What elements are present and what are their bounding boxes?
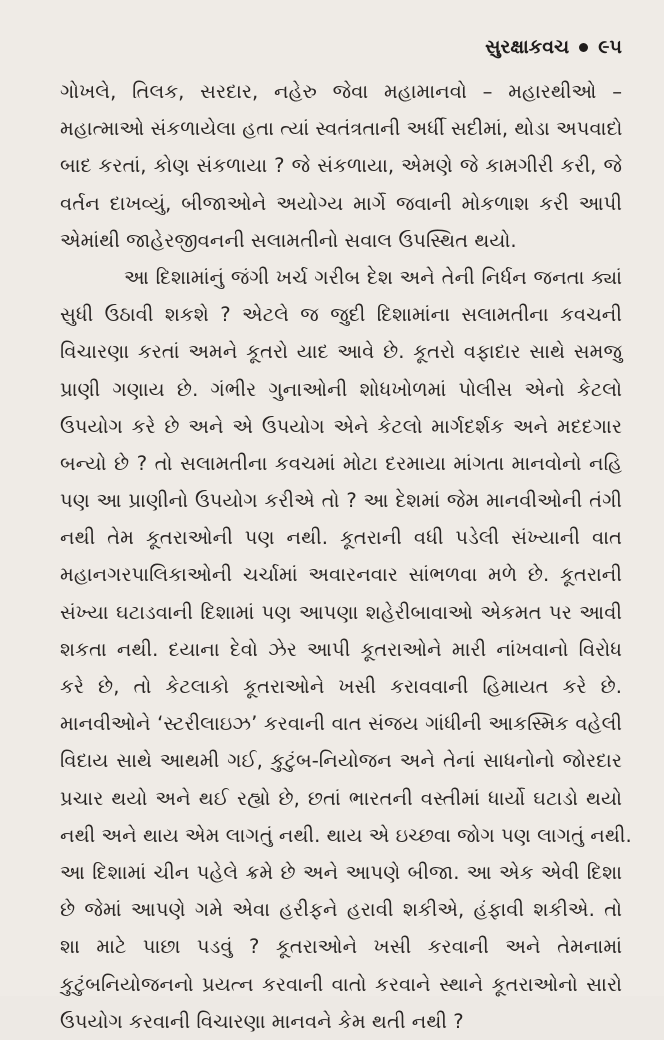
text-line: કુટુંબનિયોજનનો પ્રયત્ન કરવાની વાતો કરવાને સ્થાને કૂતરાઓનો સારો — [60, 972, 622, 996]
text-line: સુધી ઉઠાવી શકશે ? એટલે જ જુદી દિશામાંના સલામતીના કવચની — [60, 303, 622, 327]
running-header — [485, 36, 622, 58]
text-line: વિચારણા કરતાં અમને કૂતરો યાદ આવે છે. કૂતરો વફાદાર સાથે સમજુ — [60, 340, 622, 364]
paragraph — [60, 259, 632, 1040]
body-text — [60, 73, 632, 1040]
text-line: નથી અને થાય એમ લાગતું નથી. થાય એ ઇચ્છવા જોગ પણ લાગતું નથી. — [60, 823, 632, 847]
page-number: ૯૫ — [598, 36, 622, 58]
text-line: મહાનગરપાલિકાઓની ચર્ચામાં અવારનવાર સાંભળવા મળે છે. કૂતરાની — [60, 563, 622, 587]
text-line: આ દિશામાં ચીન પહેલે ક્રમે છે અને આપણે બીજા. આ એક એવી દિશા — [60, 860, 622, 884]
text-line: વર્તન દાખવ્યું, બીજાઓને અયોગ્ય માર્ગે જવાની મોકળાશ કરી આપી — [60, 191, 622, 215]
text-line: મહાત્માઓ સંકળાયેલા હતા ત્યાં સ્વતંત્રતાની અર્ધી સદીમાં, થોડા અપવાદો — [60, 117, 623, 141]
text-line: વિદાય સાથે આથમી ગઈ, કુટુંબ-નિયોજન અને તેનાં સાધનોનો જોરદાર — [60, 749, 622, 773]
text-line: પ્રાણી ગણાય છે. ગંભીર ગુનાઓની શોધખોળમાં પોલીસ એનો કેટલો — [60, 377, 622, 401]
text-line: શા માટે પાછા પડવું ? કૂતરાઓને ખસી કરવાની અને તેમનામાં — [60, 935, 622, 959]
text-line: સંખ્યા ઘટાડવાની દિશામાં પણ આપણા શહેરીબાવાઓ એકમત પર આવી — [60, 600, 622, 624]
text-line: ગોખલે, તિલક, સરદાર, નહેરુ જેવા મહામાનવો – મહારથીઓ – — [60, 80, 622, 103]
text-line: બાદ કરતાં, કોણ સંકળાયા ? જે સંકળાયા, એમણે જે કામગીરી કરી, જે — [60, 154, 622, 178]
bullet-separator — [579, 43, 588, 52]
paragraph — [60, 73, 622, 259]
text-line: આ દિશામાંનું જંગી ખર્ચ ગરીબ દેશ અને તેની નિર્ધન જનતા ક્યાં — [124, 265, 622, 289]
text-line: પ્રચાર થયો અને થઈ રહ્યો છે, છતાં ભારતની વસ્તીમાં ધાર્યો ઘટાડો થયો — [60, 786, 622, 810]
text-line: નથી તેમ કૂતરાઓની પણ નથી. કૂતરાની વધી પડેલી સંખ્યાની વાત — [60, 526, 622, 550]
text-line: છે જેમાં આપણે ગમે એવા હરીફને હરાવી શકીએ, હંફાવી શકીએ. તો — [60, 898, 622, 922]
text-line: કરે છે, તો કેટલાકો કૂતરાઓને ખસી કરાવવાની હિમાયત કરે છે. — [60, 675, 622, 698]
text-line: શકતા નથી. દયાના દેવો ઝેર આપી કૂતરાઓને મારી નાંખવાનો વિરોધ — [60, 637, 622, 661]
text-line: પણ આ પ્રાણીનો ઉપયોગ કરીએ તો ? આ દેશમાં જેમ માનવીઓની તંગી — [60, 489, 622, 513]
text-line: એમાંથી જાહેરજીવનની સલામતીનો સવાલ ઉપસ્થિત થયો. — [60, 228, 517, 252]
text-line: બન્યો છે ? તો સલામતીના કવચમાં મોટા દરમાયા માંગતા માનવોનો નહિ — [60, 451, 622, 475]
text-line: ઉપયોગ કરવાની વિચારણા માનવને કેમ થતી નથી ? — [60, 1009, 464, 1033]
text-line: માનવીઓને ‘સ્ટરીલાઇઝ’ કરવાની વાત સંજય ગાંધીની આકસ્મિક વહેલી — [60, 712, 622, 736]
text-line: ઉપયોગ કરે છે અને એ ઉપયોગ એને કેટલો માર્ગદર્શક અને મદદગાર — [60, 414, 622, 438]
section-title: સુરક્ષાકવચ — [485, 36, 570, 58]
